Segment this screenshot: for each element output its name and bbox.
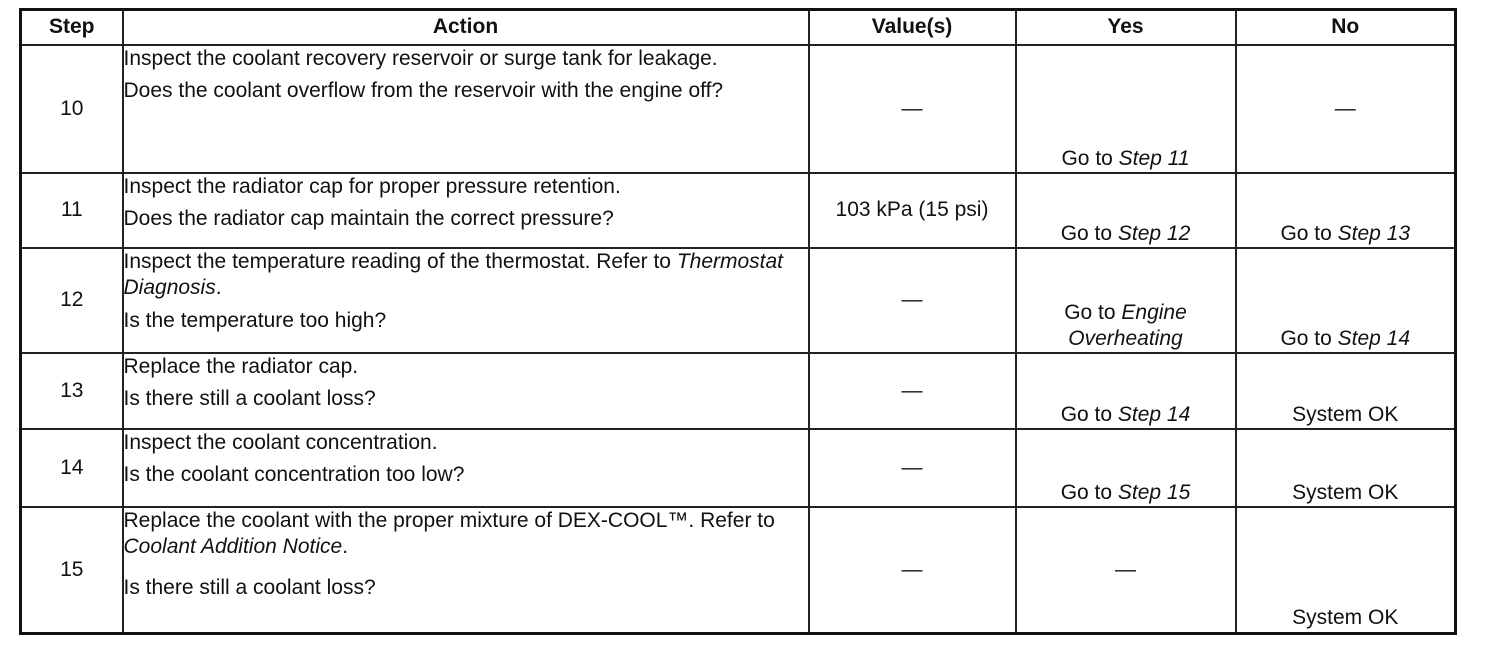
yes-cell: [1016, 353, 1236, 429]
yes-prefix: Go to: [1060, 221, 1118, 245]
value-cell: —: [809, 353, 1016, 429]
action-cell: [123, 248, 809, 353]
thermostat-diagnosis-link[interactable]: Thermostat Diagnosis: [123, 250, 784, 300]
action-instruction: [124, 249, 808, 302]
action-question: Is the coolant concentration too low?: [123, 463, 465, 487]
no-cell: [1236, 173, 1456, 248]
step-number: 11: [21, 173, 123, 248]
action-cell: [123, 173, 809, 248]
value-cell: —: [809, 248, 1016, 353]
action-question: Does the coolant overflow from the reservoir with the engine off?: [123, 79, 724, 103]
value-cell: —: [809, 507, 1016, 633]
yes-prefix: Go to: [1060, 480, 1118, 504]
step-number: 10: [21, 45, 123, 173]
action-cell: [123, 45, 809, 173]
yes-cell: [1016, 248, 1236, 353]
engine-overheating-link[interactable]: Engine Overheating: [1068, 300, 1187, 350]
action-instruction: Inspect the coolant concentration.: [123, 431, 438, 454]
step-number: 12: [21, 248, 123, 353]
diagnostic-table: [19, 8, 1457, 635]
table-row: [21, 429, 1456, 507]
header-action: Action: [123, 10, 809, 46]
table-row: [21, 45, 1456, 173]
step-number: 14: [21, 429, 123, 507]
table-row: [21, 507, 1456, 633]
header-no: No: [1236, 10, 1456, 46]
yes-step-link[interactable]: Step 14: [1117, 402, 1191, 426]
step-number: 13: [21, 353, 123, 429]
header-values: Value(s): [809, 10, 1016, 46]
action-instruction: Inspect the coolant recovery reservoir or surge tank for leakage.: [123, 47, 718, 70]
yes-cell: [1016, 173, 1236, 248]
action-question: Is there still a coolant loss?: [123, 575, 376, 599]
value-cell: 103 kPa (15 psi): [809, 173, 1016, 248]
action-question: Does the radiator cap maintain the correct pressure?: [123, 207, 614, 231]
action-instruction: Replace the radiator cap.: [123, 355, 359, 378]
action-instruction-text: Replace the coolant with the proper mixture of DEX-COOL™. Refer to: [123, 509, 775, 532]
table-row: [21, 173, 1456, 248]
yes-step-link[interactable]: Step 11: [1118, 146, 1190, 170]
value-cell: —: [809, 429, 1016, 507]
yes-prefix: Go to: [1061, 146, 1119, 170]
no-cell: —: [1236, 45, 1456, 173]
action-cell: [123, 353, 809, 429]
no-cell: [1236, 248, 1456, 353]
header-step: Step: [21, 10, 123, 46]
table-row: [21, 353, 1456, 429]
action-instruction-end: .: [342, 535, 349, 559]
no-step-link[interactable]: Step 14: [1337, 326, 1411, 350]
no-cell: System OK: [1236, 429, 1456, 507]
value-cell: —: [809, 45, 1016, 173]
no-prefix: Go to: [1280, 221, 1338, 245]
header-yes: Yes: [1016, 10, 1236, 46]
action-instruction-end: .: [215, 276, 222, 300]
no-cell: System OK: [1236, 353, 1456, 429]
yes-prefix: Go to: [1060, 402, 1118, 426]
yes-cell: [1016, 45, 1236, 173]
yes-cell: —: [1016, 507, 1236, 633]
no-cell: System OK: [1236, 507, 1456, 633]
yes-step-link[interactable]: Step 12: [1117, 221, 1191, 245]
yes-step-link[interactable]: Step 15: [1117, 480, 1191, 504]
coolant-addition-notice-link[interactable]: Coolant Addition Notice: [123, 535, 343, 559]
action-cell: [123, 429, 809, 507]
yes-cell: [1016, 429, 1236, 507]
table-row: [21, 248, 1456, 353]
no-step-link[interactable]: Step 13: [1337, 221, 1411, 245]
action-question: Is there still a coolant loss?: [123, 387, 376, 411]
action-cell: [123, 507, 809, 633]
no-prefix: Go to: [1280, 326, 1338, 350]
action-question: Is the temperature too high?: [123, 308, 387, 332]
step-number: 15: [21, 507, 123, 633]
yes-prefix: Go to: [1064, 300, 1122, 324]
action-instruction-text: Inspect the temperature reading of the thermostat. Refer to: [123, 250, 671, 273]
action-instruction: Inspect the radiator cap for proper pressure retention.: [123, 175, 621, 198]
header-row: [21, 10, 1456, 46]
action-instruction: [124, 508, 808, 561]
